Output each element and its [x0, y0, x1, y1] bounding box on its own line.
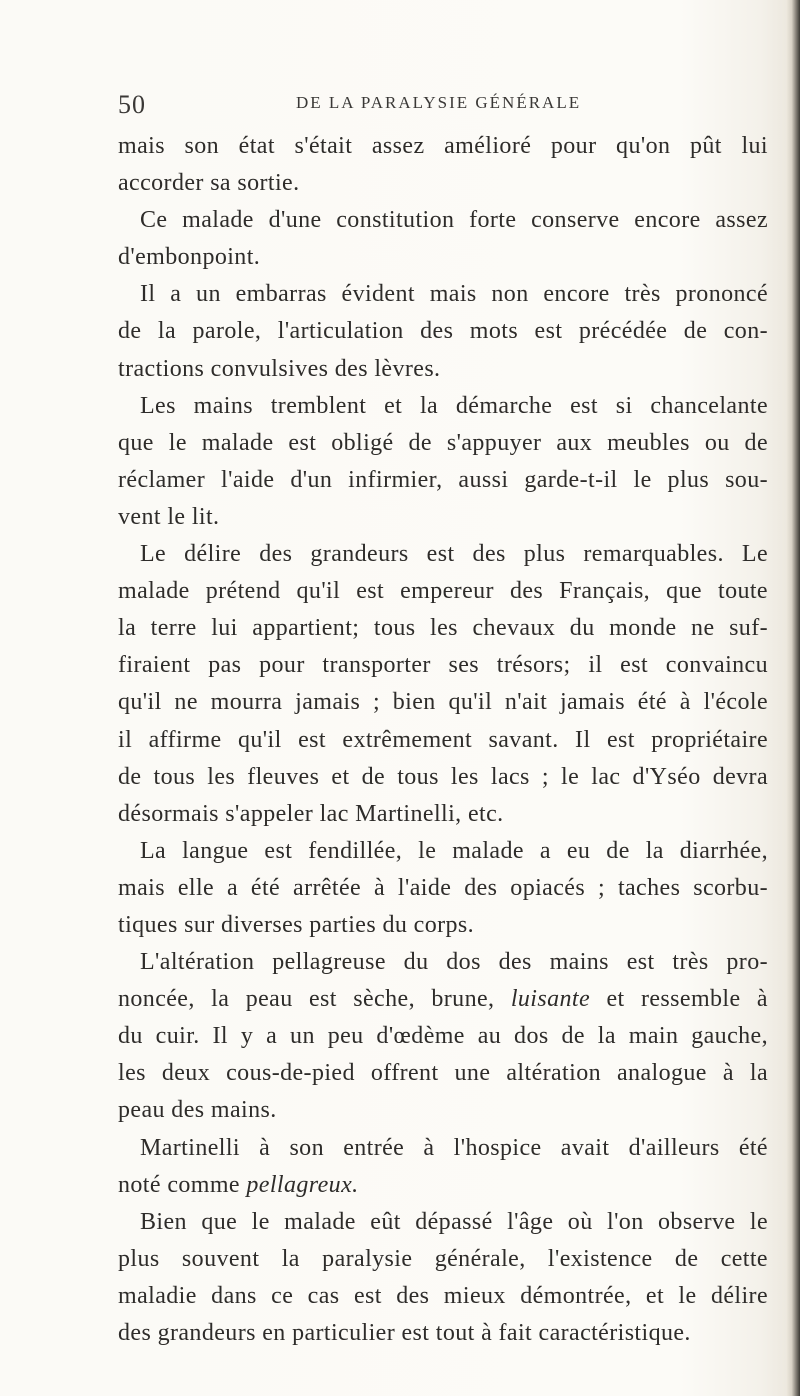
text-line: accorder sa sortie.: [118, 170, 300, 197]
text-line: de tous les fleuves et de tous les lacs ; le lac d'Yséo devra: [118, 763, 768, 790]
text-line: la terre lui appartient; tous les chevaux du monde ne suf-: [118, 615, 768, 642]
text-line: les deux cous-de-pied offrent une altération analogue à la: [118, 1060, 768, 1087]
text-line: tractions convulsives des lèvres.: [118, 355, 441, 382]
text-line: Martinelli à son entrée à l'hospice avait d'ailleurs été: [140, 1134, 768, 1161]
text-line: Bien que le malade eût dépassé l'âge où l'on observe le: [140, 1208, 768, 1235]
italic-term: pellagreux.: [246, 1171, 359, 1198]
text-line: que le malade est obligé de s'appuyer aux meubles ou de: [118, 429, 768, 456]
text-line: [118, 981, 768, 1018]
page-number: 50: [118, 90, 146, 119]
text-segment: et ressemble à: [590, 986, 768, 1013]
page-header: [118, 90, 768, 120]
text-line: vent le lit.: [118, 503, 220, 530]
text-line: Les mains tremblent et la démarche est si chancelante: [140, 392, 768, 419]
text-line: qu'il ne mourra jamais ; bien qu'il n'ait jamais été à l'école: [118, 689, 768, 716]
text-line: tiques sur diverses parties du corps.: [118, 911, 475, 938]
text-line: malade prétend qu'il est empereur des Français, que toute: [118, 578, 768, 605]
text-line: maladie dans ce cas est des mieux démontrée, et le délire: [118, 1282, 768, 1309]
text-line: mais son état s'était assez amélioré pour qu'on pût lui: [118, 133, 768, 159]
text-line: désormais s'appeler lac Martinelli, etc.: [118, 800, 504, 827]
text-line: Le délire des grandeurs est des plus remarquables. Le: [140, 541, 768, 568]
text-line: Ce malade d'une constitution forte conserve encore assez: [140, 207, 768, 234]
running-title: DE LA PARALYSIE GÉNÉRALE: [296, 93, 582, 112]
text-line: firaient pas pour transporter ses trésors; il est convaincu: [118, 652, 768, 679]
page-edge: [786, 0, 800, 1396]
text-line: d'embonpoint.: [118, 244, 261, 271]
text-segment: noncée, la peau est sèche, brune,: [118, 986, 511, 1013]
text-line: mais elle a été arrêtée à l'aide des opiacés ; taches scorbu-: [118, 874, 768, 901]
text-line: des grandeurs en particulier est tout à fait caractéristique.: [118, 1320, 691, 1346]
body-text: [118, 128, 768, 1352]
text-line: [118, 1167, 768, 1204]
text-line: peau des mains.: [118, 1097, 277, 1124]
text-line: La langue est fendillée, le malade a eu de la diarrhée,: [140, 837, 768, 864]
text-segment: noté comme: [118, 1171, 247, 1198]
text-line: il affirme qu'il est extrêmement savant. Il est propriétaire: [118, 726, 768, 753]
text-line: de la parole, l'articulation des mots est précédée de con-: [118, 318, 768, 345]
text-line: L'altération pellagreuse du dos des mains est très pro-: [140, 949, 768, 976]
italic-term: luisante: [510, 986, 591, 1013]
text-line: réclamer l'aide d'un infirmier, aussi garde-t-il le plus sou-: [118, 466, 768, 493]
text-line: plus souvent la paralysie générale, l'existence de cette: [118, 1245, 768, 1272]
text-line: du cuir. Il y a un peu d'œdème au dos de la main gauche,: [118, 1023, 768, 1050]
text-line: Il a un embarras évident mais non encore très prononcé: [140, 281, 768, 308]
